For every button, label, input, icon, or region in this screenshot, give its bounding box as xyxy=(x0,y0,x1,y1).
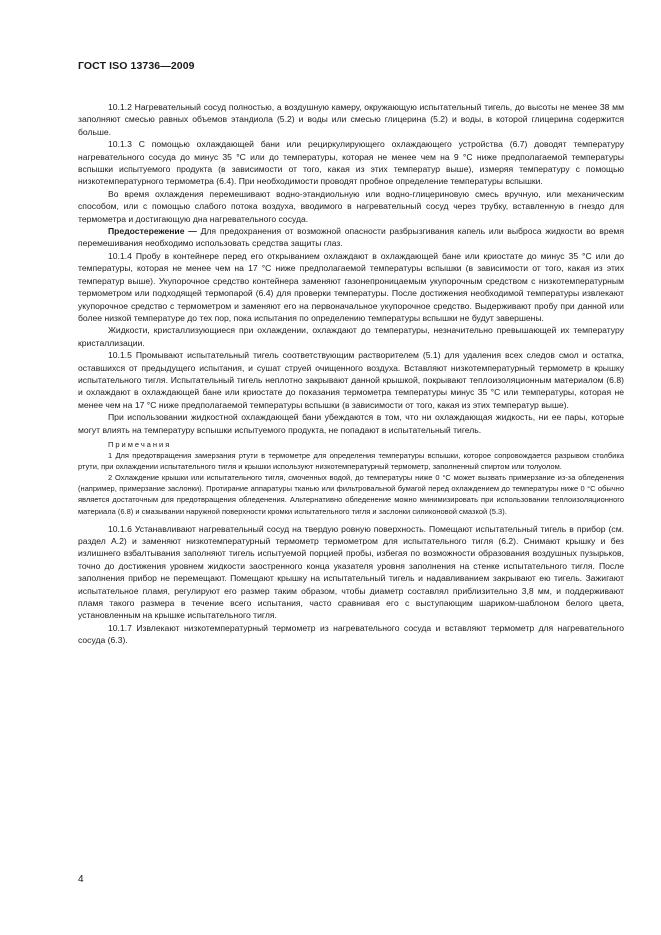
paragraph-10-1-6: 10.1.6 Устанавливают нагревательный сосуд на твердую ровную поверхность. Помещают испытательный тигель в прибор (см. раздел А.2) и заменяют низкотемпературный термометр термометром для испытательного тигля (6.2). Снимают крышку и без излишнего взбалтывания заполняют тигель испытуемой порцией пробы, избегая по возможности образования воздушных пузырьков, точно до достижения уровнем жидкости заостренного конца указателя уровня заполнения на стенке испытательного тигля. После заполнения прибор не перемещают. Помещают крышку на испытательный тигель и надавливанием закрывают ею тигель. Зажигают испытательное пламя, регулируют его размер таким образом, чтобы диаметр составлял приблизительно 3,8 мм, и поддерживают пламя такого размера в течение всего испытания, часто сравнивая его с выступающим шариком-шаблоном белого цвета, установленным на крышке испытательного тигля. xyxy=(78,523,624,621)
paragraph-10-1-2: 10.1.2 Нагревательный сосуд полностью, а воздушную камеру, окружающую испытательный тигель, до высоты не менее 38 мм заполняют смесью равных объемов этандиола (5.2) и воды или смесью глицерина (5.2) и воды, в которой глицерина содержится больше. xyxy=(78,102,624,137)
notes-heading: Примечания xyxy=(108,439,172,449)
paragraph-10-1-5: 10.1.5 Промывают испытательный тигель соответствующим растворителем (5.1) для удаления всех следов смол и остатка, оставшихся от предыдущего испытания, и сушат струей очищенного воздуха. Вставляют низкотемпературный термометр в крышку испытательного тигля. Испытательный тигель неплотно закрывают данной крышкой, покрывают теплоизоляционным материалом (6.8) и охлаждают в охлаждающей бане или криостате до показания термометра температуры минус 35 °С или температуры, которая не менее чем на 17 °С ниже предполагаемой температуры вспышки (в зависимости от того, какая из этих температур выше). xyxy=(78,350,624,410)
warning-text: Для предохранения от возможной опасности разбрызгивания капель или выброса жидкости во время перемешивания необходимо использовать средства защиты глаз. xyxy=(78,226,624,249)
paragraph-mixing: Во время охлаждения перемешивают водно-этандиольную или водно-глицериновую смесь вручную, или механическим способом, или с помощью слабого потока воздуха, вводимого в нагревательный сосуд через трубку, вставленную в гнездо для термометра и достигающую дна нагревательного сосуда. xyxy=(78,188,624,224)
document-body xyxy=(78,101,624,647)
paragraph-10-1-3: 10.1.3 С помощью охлаждающей бани или рециркулирующего охлаждающего устройства (6.7) доводят температуру нагревательного сосуда до минус 35 °С или до температуры, которая не менее чем на 9 °С ниже предполагаемой температуры вспышки испытуемого продукта (в зависимости от того, какая из этих температур выше), измеряя температуру с помощью низкотемпературного термометра (6.4). При необходимости проводят пробное определение температуры вспышки. xyxy=(78,139,624,187)
page-number: 4 xyxy=(78,874,84,885)
paragraph-10-1-7: 10.1.7 Извлекают низкотемпературный термометр из нагревательного сосуда и вставляют термометр для нагревательного сосуда (6.3). xyxy=(78,622,624,646)
note-2: 2 Охлаждение крышки или испытательного тигля, смоченных водой, до температуры ниже 0 °С может вызвать примерзание из-за обледенения (например, примерзание заслонки). Протирание аппаратуры тканью или фильтровальной бумагой перед охлаждением до температуры ниже 0 °С обычно является достаточным для предотвращения обледенения. Альтернативно обледенение можно минимизировать при использовании теплоизоляционного материала (6.8) и смазывании наружной поверхности кромки испытательного тигля и заслонки силиконовой смазкой (5.3). xyxy=(78,473,624,516)
paragraph-crystallizing: Жидкости, кристаллизующиеся при охлаждении, охлаждают до температуры, незначительно превышающей их температуру кристаллизации. xyxy=(78,325,624,348)
note-1: 1 Для предотвращения замерзания ртути в термометре для определения температуры вспышки, которое сопровождается разрывом столбика ртути, при охлаждении испытательного тигля и крышки используют низкотемпературный термометр, заполненный спиртом или толуолом. xyxy=(78,451,624,472)
notes-block xyxy=(78,439,624,517)
warning-label: Предостережение — xyxy=(108,226,197,237)
paragraph-liquid-bath: При использовании жидкостной охлаждающей бани убеждаются в том, что ни охлаждающая жидкость, ни ее пары, которые могут влиять на температуру вспышки испытуемого продукта, не попадают в испытательный тигель. xyxy=(78,412,624,435)
paragraph-10-1-4: 10.1.4 Пробу в контейнере перед его открыванием охлаждают в охлаждающей бане или криостате до минус 35 °С или до температуры, которая не менее чем на 17 °С ниже предполагаемой температуры вспышки (в зависимости от того, какая из этих температур выше). Укупорочное средство контейнера заменяют газонепроницаемым укупорочным средством с низкотемпературным термометром или подходящей термопарой (6.4) для проверки температуры. После достижения необходимой температуры извлекают укупорочное средство с термометром и заменяют его на первоначальное укупорочное средство. Выдерживают пробу при данной или более низкой температуре до тех пор, пока испытания по определению температуры вспышки не будут завершены. xyxy=(78,250,624,323)
paragraph-warning xyxy=(78,225,624,250)
document-header: ГОСТ ISO 13736—2009 xyxy=(78,60,195,72)
